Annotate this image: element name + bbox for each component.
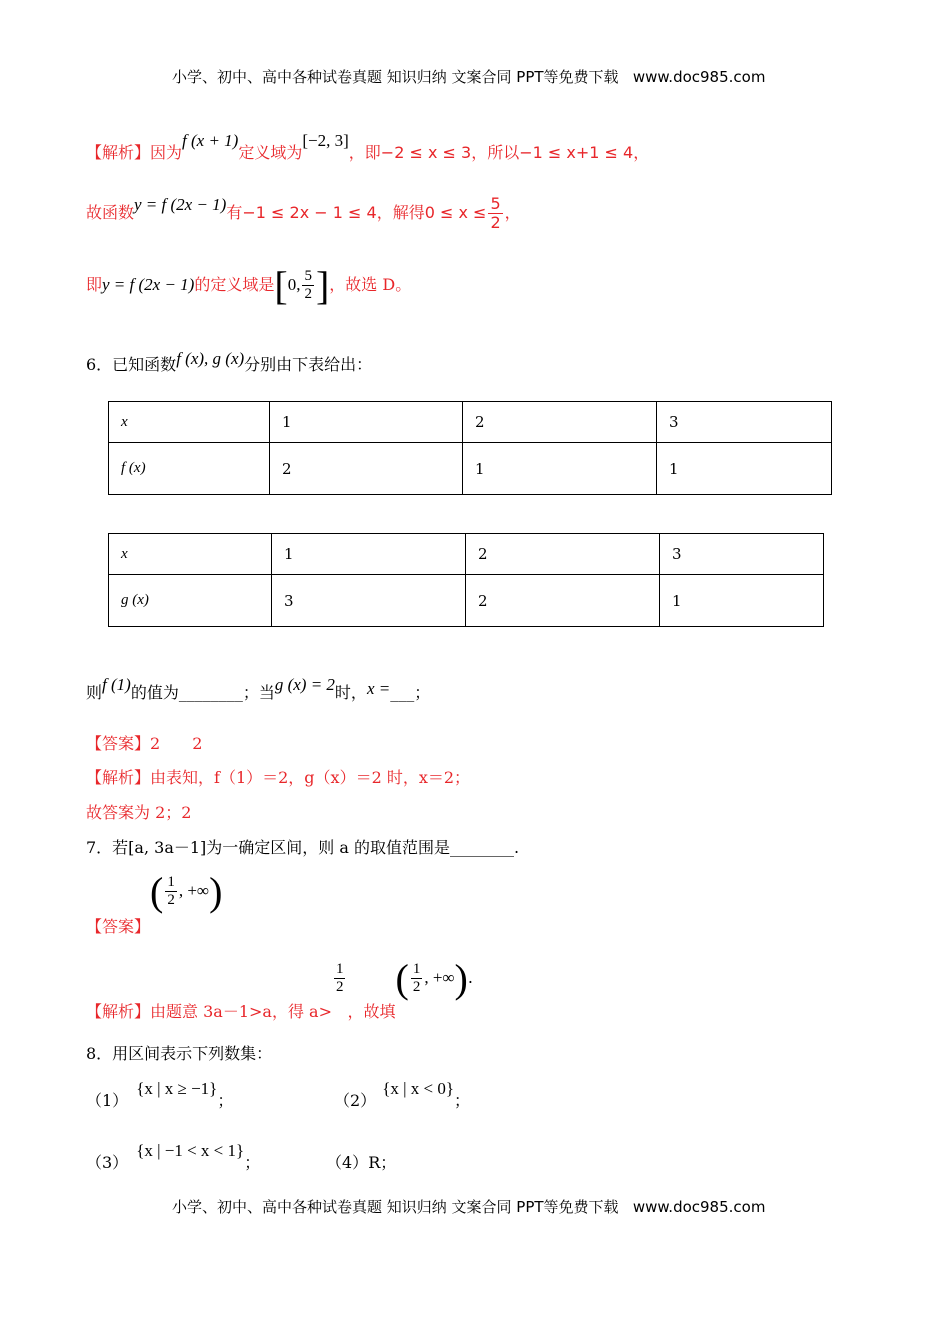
text: ， bbox=[633, 143, 650, 162]
text: 定义域为 bbox=[238, 143, 303, 162]
table-row bbox=[109, 575, 824, 627]
table-cell: 1 bbox=[272, 534, 466, 575]
text: 则 bbox=[86, 683, 103, 702]
q6-question bbox=[86, 675, 431, 703]
frac-den: 2 bbox=[167, 892, 175, 908]
fraction-1-2 bbox=[165, 875, 177, 908]
table-cell: x bbox=[109, 534, 272, 575]
text: ，所以 bbox=[471, 143, 520, 162]
q8-item-3 bbox=[86, 1141, 261, 1173]
text: ； bbox=[217, 1091, 234, 1110]
q6-title bbox=[86, 349, 373, 375]
text: ___； bbox=[390, 683, 431, 702]
table-cell: 2 bbox=[466, 575, 660, 627]
frac-num: 1 bbox=[335, 961, 344, 977]
q8-item-4 bbox=[326, 1150, 396, 1173]
math-ineq4: 0 ≤ x ≤ bbox=[424, 203, 487, 222]
math-set: {x | x < 0} bbox=[382, 1079, 454, 1098]
math-answer-interval: ( $\frac{1}{2}$ , +∞) bbox=[150, 869, 223, 914]
math-yf: y = f (2x − 1) bbox=[134, 195, 227, 214]
fraction-1-2 bbox=[411, 962, 423, 995]
analysis-text: 由表知，f（1）＝2，g（x）＝2 时，x＝2； bbox=[150, 768, 471, 787]
item-number: （2） bbox=[334, 1091, 377, 1110]
text: 的值为________；当 bbox=[130, 683, 275, 702]
fraction-5-2 bbox=[302, 269, 314, 302]
interval-lower: 0, bbox=[287, 275, 301, 294]
analysis-tag: 【解析】 bbox=[86, 1002, 151, 1021]
text: 由题意 3a－1>a，得 a> bbox=[150, 1002, 332, 1021]
q6-conclusion: 故答案为 2；2 bbox=[86, 803, 192, 822]
fraction-1-2 bbox=[334, 962, 346, 995]
frac-den: 2 bbox=[335, 979, 344, 995]
text: ； bbox=[454, 1091, 471, 1110]
answer-tag: 【答案】 bbox=[86, 917, 151, 936]
q6-analysis bbox=[86, 765, 470, 788]
math-set: R bbox=[368, 1153, 381, 1172]
frac-num: 5 bbox=[304, 268, 312, 284]
math-ineq1: −2 ≤ x ≤ 3 bbox=[380, 143, 472, 162]
text: . bbox=[467, 968, 473, 987]
analysis-tag: 【解析】 bbox=[86, 143, 151, 162]
text: ，故填 bbox=[347, 1002, 396, 1021]
table-cell: f (x) bbox=[109, 443, 270, 495]
frac-den: 2 bbox=[490, 213, 501, 232]
table-g bbox=[108, 533, 824, 627]
text: 故函数 bbox=[86, 203, 135, 222]
math-ineq2: −1 ≤ x+1 ≤ 4 bbox=[519, 143, 634, 162]
frac-den: 2 bbox=[304, 286, 312, 302]
table-cell: 3 bbox=[657, 402, 832, 443]
answer-text: 2 2 bbox=[150, 734, 203, 753]
table-cell: x bbox=[109, 402, 270, 443]
q7-analysis bbox=[86, 955, 473, 1021]
text: 6．已知函数 bbox=[86, 355, 177, 374]
q8-title: 8．用区间表示下列数集： bbox=[86, 1044, 273, 1063]
item-number: （1） bbox=[86, 1091, 129, 1110]
table-cell: 1 bbox=[657, 443, 832, 495]
text: 时， bbox=[334, 683, 367, 702]
analysis-tag: 【解析】 bbox=[86, 768, 151, 787]
interval-upper: , +∞ bbox=[424, 968, 455, 987]
table-row bbox=[109, 443, 832, 495]
frac-num: 5 bbox=[490, 194, 501, 213]
table-cell: 1 bbox=[660, 575, 824, 627]
table-header-row bbox=[109, 534, 824, 575]
math-set: {x | −1 < x < 1} bbox=[136, 1141, 245, 1160]
q8-item-1 bbox=[86, 1079, 234, 1111]
header-url[interactable]: www.doc985.com bbox=[632, 68, 766, 86]
math-set: {x | x ≥ −1} bbox=[136, 1079, 218, 1098]
math-xeq: x = bbox=[366, 679, 391, 698]
text: ，即 bbox=[348, 143, 381, 162]
table-cell: g (x) bbox=[109, 575, 272, 627]
table-cell: 2 bbox=[463, 402, 657, 443]
table-cell: 2 bbox=[466, 534, 660, 575]
q5-analysis-line1 bbox=[86, 131, 650, 163]
table-cell: 1 bbox=[270, 402, 463, 443]
frac-num: 1 bbox=[412, 961, 421, 977]
math-fx1: f (x + 1) bbox=[182, 131, 239, 150]
q7-title: 7．若[a, 3a－1]为一确定区间，则 a 的取值范围是________. bbox=[86, 838, 520, 857]
interval-upper: , +∞ bbox=[178, 881, 210, 900]
frac-num: 1 bbox=[167, 874, 175, 890]
math-f1: f (1) bbox=[102, 675, 131, 694]
text: 因为 bbox=[150, 143, 183, 162]
item-number: （4） bbox=[326, 1153, 369, 1172]
text: ， bbox=[504, 203, 521, 222]
text: 即 bbox=[86, 275, 103, 294]
text: ，解得 bbox=[376, 203, 425, 222]
table-cell: 2 bbox=[270, 443, 463, 495]
answer-tag: 【答案】 bbox=[86, 734, 151, 753]
text: ，故选 D。 bbox=[329, 275, 412, 294]
table-cell: 3 bbox=[272, 575, 466, 627]
math-funcs: f (x), g (x) bbox=[176, 349, 245, 368]
q7-answer bbox=[86, 868, 223, 936]
table-header-row bbox=[109, 402, 832, 443]
math-interval-0-5-2: [0, $\frac{5}{2}$ ] bbox=[274, 263, 330, 308]
q8-item-2 bbox=[334, 1079, 471, 1111]
table-cell: 1 bbox=[463, 443, 657, 495]
math-interval: [−2, 3] bbox=[302, 131, 349, 150]
text: ； bbox=[380, 1153, 397, 1172]
math-fill-interval: ( $\frac{1}{2}$ , +∞) bbox=[395, 956, 468, 1001]
q6-answer bbox=[86, 731, 202, 754]
page-footer bbox=[172, 1196, 765, 1217]
header-text: 小学、初中、高中各种试卷真题 知识归纳 文案合同 PPT等免费下载 bbox=[172, 68, 619, 86]
text: 的定义域是 bbox=[194, 275, 275, 294]
q5-analysis-line2 bbox=[86, 196, 521, 231]
table-cell: 3 bbox=[660, 534, 824, 575]
q5-analysis-line3 bbox=[86, 262, 411, 309]
frac-den: 2 bbox=[412, 979, 421, 995]
page-header bbox=[172, 66, 765, 87]
math-gx: g (x) = 2 bbox=[274, 675, 335, 694]
text: 分别由下表给出： bbox=[244, 355, 373, 374]
item-number: （3） bbox=[86, 1153, 129, 1172]
fraction-5-2 bbox=[488, 196, 502, 231]
math-ineq3: −1 ≤ 2x − 1 ≤ 4 bbox=[242, 203, 377, 222]
footer-text: 小学、初中、高中各种试卷真题 知识归纳 文案合同 PPT等免费下载 bbox=[172, 1198, 619, 1216]
table-f bbox=[108, 401, 832, 495]
footer-url[interactable]: www.doc985.com bbox=[632, 1198, 766, 1216]
text: 有 bbox=[226, 203, 243, 222]
math-yf: y = f (2x − 1) bbox=[102, 275, 195, 294]
text: ； bbox=[244, 1153, 261, 1172]
